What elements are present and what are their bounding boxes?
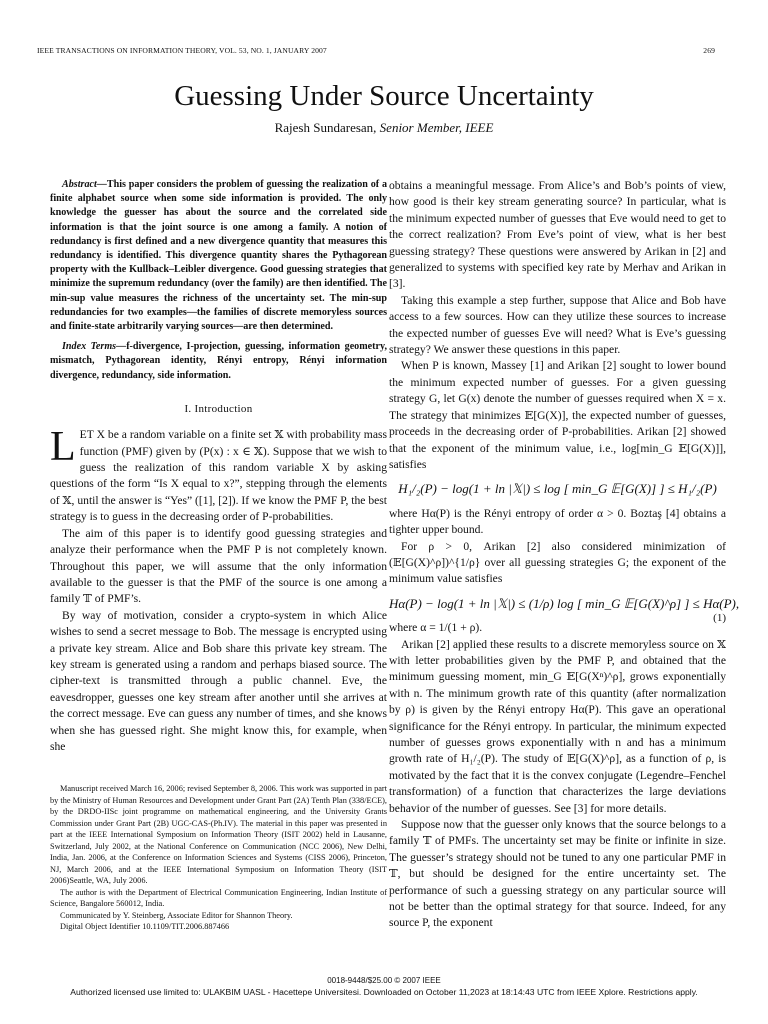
intro-paragraph-1 [50,424,387,525]
journal-citation: IEEE TRANSACTIONS ON INFORMATION THEORY, VOL. 53, NO. 1, JANUARY 2007 [37,46,327,55]
footnotes [50,783,387,933]
right-paragraph-2: Taking this example a step further, suppose that Alice and Bob have access to a few sources. How can they utilize these sources to increase the expected number of guesses Eve will need? What is Eve’s guessing strategy? We answer these questions in this paper. [389,293,726,357]
right-paragraph-5: For ρ > 0, Arikan [2] also considered minimization of (𝔼[G(X)^ρ])^{1/ρ} over all guessing strategies G; the exponent of the minimum value satisfies [389,539,726,586]
abstract-text: This paper considers the problem of guessing the realization of a finite alphabet source when some side information is provided. The only knowledge the guesser has about the source and the correlated side information is that the joint source is one among a family. A notion of redundancy is first defined and a new divergence quantity that measures this redundancy is identified. This divergence quantity shares the Pythagorean property with the Kullback–Leibler divergence. Good guessing strategies that minimize the supremum redundancy (over the family) are then identified. The min-sup value measures the richness of the uncertainty set. The min-sup redundancies for two examples—the families of discrete memoryless sources and finite-state arbitrarily varying sources—are then determined. [50,179,387,333]
right-paragraph-4: where Hα(P) is the Rényi entropy of order α > 0. Boztaş [4] obtains a tighter upper bound. [389,506,726,537]
right-paragraph-8: Suppose now that the guesser only knows that the source belongs to a family 𝕋 of PMFs. The uncertainty set may be finite or infinite in size. The guesser’s strategy should not be tuned to any one particular PMF in 𝕋, but should be designed for the entire uncertainty set. The performance of such a guessing strategy on any particular source will not be better than the optimal strategy for that source. Indeed, for any source P, the exponent [389,818,726,930]
equation-guessing-bound: H₁/₂(P) − log(1 + ln |𝕏|) ≤ log [ min_G 𝔼[G(X)] ] ≤ H₁/₂(P) [398,481,717,497]
running-header [37,46,715,55]
author-role: Senior Member, IEEE [379,120,494,135]
right-paragraph-3: When P is known, Massey [1] and Arikan [2] sought to lower bound the minimum expected number of guesses. For a given guessing strategy G, let G(x) denote the number of guesses required when X = x. The strategy that minimizes 𝔼[G(X)], the expected number of guesses, proceeds in the decreasing order of P-probabilities. Arikan [2] showed that the exponent of the minimum value, i.e., log[min_G 𝔼[G(X)]], satisfies [389,359,726,471]
right-paragraph-7: Arikan [2] applied these results to a discrete memoryless source on 𝕏 with letter probabilities given by the PMF P, and obtained that the minimum guessing moment, min_G 𝔼[G(Xⁿ)^ρ], grows exponentially with n. The minimum growth rate of this quantity (after normalization by ρ) is given by the Rényi entropy Hα(P). This gave an operational significance for the Rényi entropy. In particular, the minimum expected number of guesses grows exponentially with n and has a minimum growth rate of H₁/₂(P). The study of 𝔼[G(X)^ρ], as a function of ρ, is motivated by the fact that it is the convex conjugate (Legendre–Fenchel transformation) of a function that characterizes the large deviations behavior of the number of guesses. See [3] for more details. [389,637,726,815]
section-heading: I. Introduction [184,402,253,415]
equation-1 [389,595,740,624]
intro-paragraph-1-text: ET X be a random variable on a finite set 𝕏 with probability mass function (PMF) given by (P(x) : x ∈ 𝕏). Suppose that we wish to guess the realization of this random variable X by asking questions of the form “Is X equal to x?”, stepping through the elements of 𝕏, until the answer is “Yes” ([1], [2]). If we know the PMF P, the best strategy is to guess in the decreasing order of P-probabilities. [50,428,387,524]
author-name: Rajesh Sundaresan, [274,120,377,135]
index-terms-text: f-divergence, I-projection, guessing, information geometry, mismatch, Pythagorean identity, Rényi entropy, Rényi information divergence, redundancy, side information. [50,341,387,381]
abstract [50,178,387,334]
intro-paragraph-2: The aim of this paper is to identify good guessing strategies and analyze their performance when the PMF P is not completely known. Throughout this paper, we will assume that the only information available to the guesser is that the PMF of the source is one among a family 𝕋 of PMF’s. [50,526,387,606]
left-column [50,178,387,755]
paper-title: Guessing Under Source Uncertainty [174,80,594,112]
equation-1-body: Hα(P) − log(1 + ln |𝕏|) ≤ (1/ρ) log [ min_G 𝔼[G(X)^ρ] ] ≤ Hα(P), [389,595,740,611]
abstract-label: Abstract— [62,179,107,190]
right-column [389,178,740,932]
index-terms [50,340,387,383]
footnote-manuscript: Manuscript received March 16, 2006; revised September 8, 2006. This work was supported in part by the Ministry of Human Resources and Development under Grant Part (2A) Tenth Plan (338/ECE), by the DRDO-IISc joint programme on mathematical engineering, and the University Grants Commission under Grant Part (2B) UGC-CAS-(Ph.IV). The material in this paper was presented in part at the IEEE International Symposium on Information Theory (ISIT 2002) held in Lausanne, Switzerland, July 2002, at the National Conference on Communication (NCC 2006), New Delhi, India, Jan. 2006, at the Conference on Information Sciences and Systems (CISS 2006), Princeton, NJ, March 2006, and at the IEEE International Symposium on Information Theory (ISIT 2006)Seattle, WA, July 2006. [50,784,387,885]
intro-paragraph-3: By way of motivation, consider a crypto-system in which Alice wishes to send a secret message to Bob. The message is encrypted using a private key stream. Alice and Bob share this private key stream. The key stream is generated using a random and perhaps biased source. The cipher-text is transmitted through a public channel. Eve, the eavesdropper, guesses one key stream after another until she arrives at the correct message. Eve can guess any number of times, and she knows when she has guessed right. She might know this, for example, when she [50,608,387,753]
right-paragraph-1: obtains a meaningful message. From Alice’s and Bob’s points of view, how good is their key stream generating source? In particular, what is the minimum expected number of guesses that Eve would need to get to the correct realization? From Eve’s point of view, what is her best guessing strategy? These questions were answered by Arikan in [2] and generalized to systems with specified key rate by Merhav and Arikan in [3]. [389,179,726,291]
footnote-communicated: Communicated by Y. Steinberg, Associate Editor for Shannon Theory. [60,910,293,920]
page-number: 269 [703,46,715,55]
copyright-code: 0018-9448/$25.00 © 2007 IEEE [327,976,441,985]
footnote-doi: Digital Object Identifier 10.1109/TIT.2006.887466 [60,922,230,931]
right-paragraph-6: where α = 1/(1 + ρ). [389,621,483,635]
drop-cap: L [50,424,76,471]
author-line [0,120,768,136]
equation-number: (1) [713,611,726,624]
index-terms-label: Index Terms— [62,341,127,353]
footnote-affiliation: The author is with the Department of Electrical Communication Engineering, Indian Institute of Science, Bangalore 560012, India. [50,887,387,908]
license-notice: Authorized licensed use limited to: ULAKBIM UASL - Hacettepe Universitesi. Downloaded on October 11,2023 at 18:14:43 UTC from IEEE Xplore. Restrictions apply. [70,987,698,997]
